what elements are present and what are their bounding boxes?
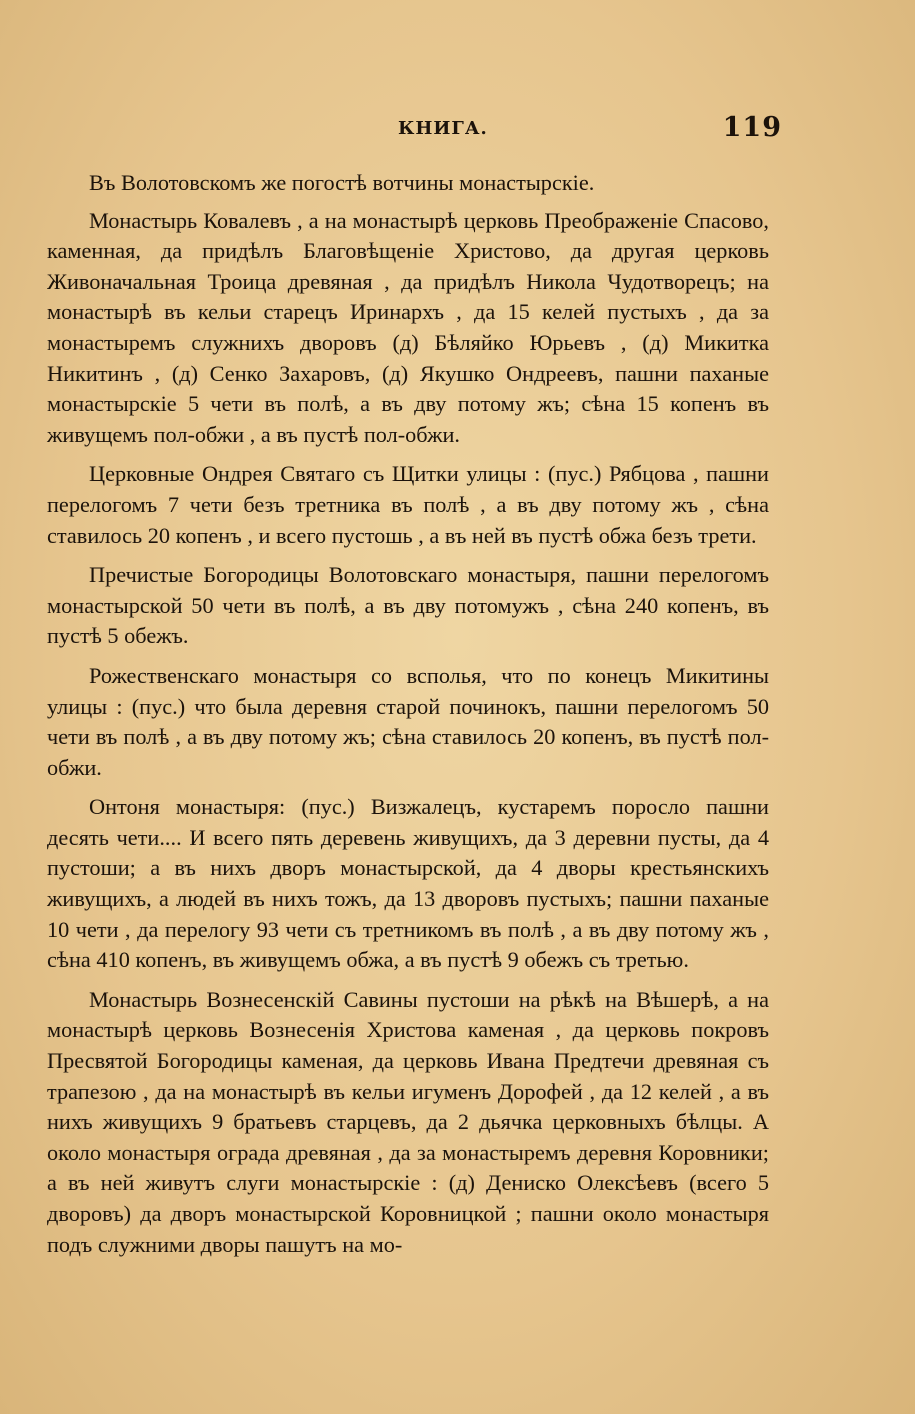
paragraph-anthony-monastery: Онтоня монастыря: (пус.) Визжалецъ, кустаремъ поросло пашни десять чети.... И всего пять деревень живущихъ, да 3 деревни пусты, да 4 пустоши; а въ нихъ дворъ монастырской, да 4 дворы крестьянскихъ живущихъ, а людей въ нихъ тожъ, да 13 дворовъ пустыхъ; пашни паханые 10 чети , да перелогу 93 чети съ третникомъ въ полѣ , а въ дву потому жъ , сѣна 410 копенъ, въ живущемъ обжа, а въ пустѣ 9 обежъ съ третью. (47, 794, 769, 973)
paragraph-andrew-church: Церковные Ондрея Святаго съ Щитки улицы : (пус.) Рябцова , пашни перелогомъ 7 чети безъ третника въ полѣ , а въ дву потому жъ , сѣна ставилось 20 копенъ , и всего пустошь , а въ ней въ пустѣ обжа безъ трети. (47, 461, 769, 548)
page-number: 119 (722, 112, 782, 143)
paragraph-ascension-monastery: Монастырь Вознесенскій Савины пустоши на рѣкѣ на Вѣшерѣ, а на монастырѣ церковь Вознесенія Христова каменая , да церковь покровъ Пресвятой Богородицы каменая, да церковь Ивана Предтечи древяная съ трапезою , да на монастырѣ въ кельи игуменъ Дорофей , да 12 келей , а въ нихъ живущихъ 9 братьевъ старцевъ, да 2 дьячка церковныхъ бѣлцы. А около монастыря ограда древяная , да за монастыремъ деревня Коровники; а въ ней живутъ слуги монастырскіе : (д) Дениско Олексѣевъ (всего 5 дворовъ) да дворъ монастырской Коровницкой ; пашни около монастыря подъ служними дворы пашутъ на мо- (47, 986, 769, 1257)
paragraph-kovalev-monastery: Монастырь Ковалевъ , а на монастырѣ церковь Преображеніе Спасово, каменная, да придѣлъ Благовѣщеніе Христово, да другая церковь Живоначальная Троица древяная , да придѣлъ Никола Чудотворецъ; на монастырѣ въ кельи старецъ Иринархъ , да 15 келей пустыхъ , да за монастыремъ служнихъ дворовъ (д) Бѣляйко Юрьевъ , (д) Микитка Никитинъ , (д) Сенко Захаровъ, (д) Якушко Ондреевъ, пашни паханые монастырскіе 5 чети въ полѣ, а въ дву потому жъ; сѣна 15 копенъ въ живущемъ пол-обжи , а въ пустѣ пол-обжи. (47, 207, 769, 447)
running-title: КНИГА. (398, 118, 488, 139)
paragraph-nativity-monastery: Рожественскаго монастыря со всполья, что по конецъ Микитины улицы : (пус.) что была деревня старой починокъ, пашни перелогомъ 50 чети въ полѣ , а въ дву потому жъ; сѣна ставилось 20 копенъ, въ пустѣ пол-обжи. (47, 662, 769, 780)
section-heading: Въ Волотовскомъ же погостѣ вотчины монастырскіе. (89, 170, 595, 195)
running-head (60, 112, 782, 152)
body-text (47, 168, 769, 1269)
paragraph-volotovo-monastery: Пречистые Богородицы Волотовскаго монастыря, пашни перелогомъ монастырской 50 чети въ полѣ, а въ дву потомужъ , сѣна 240 копенъ, въ пустѣ 5 обежъ. (47, 562, 769, 649)
